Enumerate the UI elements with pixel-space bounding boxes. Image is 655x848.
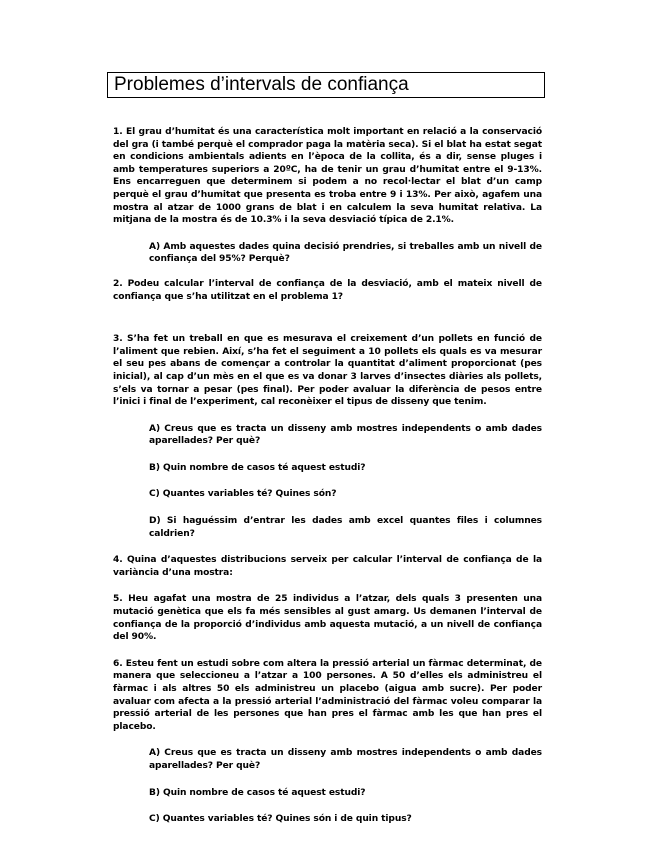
problem-1: 1. El grau d’humitat és una característica molt important en relació a la conservació del gra (i també perquè el comprador paga la matèria seca). Si el blat ha estat segat en condicions ambientals adients en l’època de la collita, és a dir, sense pluges i amb temperatures superiors a 20ºC, ha de tenir un grau d’humitat entre el 9-13%. Ens encarreguen que determinem si podem a no recol·lectar el blat d’un camp perquè el grau d’humitat que presenta es troba entre 9 i 13%. Per això, agafem una mostra al atzar de 1000 grans de blat i en calculem la seva humitat relativa. La mitjana de la mostra és de 10.3% i la seva desviació típica de 2.1%.	[113, 127, 542, 226]
problem-6-question-b: B) Quin nombre de casos té aquest estudi?	[149, 787, 366, 798]
problem-3-question-c: C) Quantes variables té? Quines són?	[149, 489, 337, 500]
problem-6: 6. Esteu fent un estudi sobre com altera la pressió arterial un fàrmac determinat, de manera que seleccioneu a l’atzar a 100 persones. A 50 d’elles els administreu el fàrmac i als altres 50 els administreu un placebo (aigua amb sucre). Per poder avaluar com afecta a la pressió arterial l’administració del fàrmac voleu comparar la pressió arterial de les persones que han pres el fàrmac amb les que han pres el placebo.	[113, 658, 542, 732]
problem-list	[113, 126, 542, 826]
problem-4: 4. Quina d’aquestes distribucions serveix per calcular l’interval de confiança de la variància d’una mostra:	[113, 555, 542, 578]
problem-5: 5. Heu agafat una mostra de 25 individus a l’atzar, dels quals 3 presenten una mutació genètica que els fa més sensibles al gust amarg. Us demanen l’interval de confiança de la proporció d’individus amb aquesta mutació, a un nivell de confiança del 90%.	[113, 594, 542, 643]
problem-2: 2. Podeu calcular l’interval de confiança de la desviació, amb el mateix nivell de confiança que s’ha utilitzat en el problema 1?	[113, 278, 542, 302]
problem-3: 3. S’ha fet un treball en que es mesurava el creixement d’un pollets en funció de l’aliment que rebien. Així, s’ha fet el seguiment a 10 pollets els quals es va mesurar el seu pes abans de començar a controlar la quantitat d’aliment proporcionat (pes inicial), al cap d’un mès en el que es va donar 3 larves d’insectes diàries als pollets, s’els va tornar a pesar (pes final). Per poder avaluar la diferència de pesos entre l’inici i final de l’experiment, cal reconèixer el tipus de disseny que tenim.	[113, 334, 542, 408]
page-title: Problemes d’intervals de confiança	[107, 72, 545, 98]
problem-6-question-c: C) Quantes variables té? Quines són i de quin tipus?	[149, 814, 412, 825]
problem-1-question-a: A) Amb aquestes dades quina decisió prendries, si treballes amb un nivell de confiança del 95%? Perquè?	[149, 241, 542, 265]
problem-3-question-b: B) Quin nombre de casos té aquest estudi?	[149, 462, 366, 473]
problem-3-question-d: D) Si haguéssim d’entrar les dades amb excel quantes files i columnes caldrien?	[149, 516, 542, 539]
problem-3-question-a: A) Creus que es tracta un disseny amb mostres independents o amb dades aparellades? Per què?	[149, 423, 542, 447]
problem-6-question-a: A) Creus que es tracta un disseny amb mostres independents o amb dades aparellades? Per què?	[149, 748, 542, 771]
